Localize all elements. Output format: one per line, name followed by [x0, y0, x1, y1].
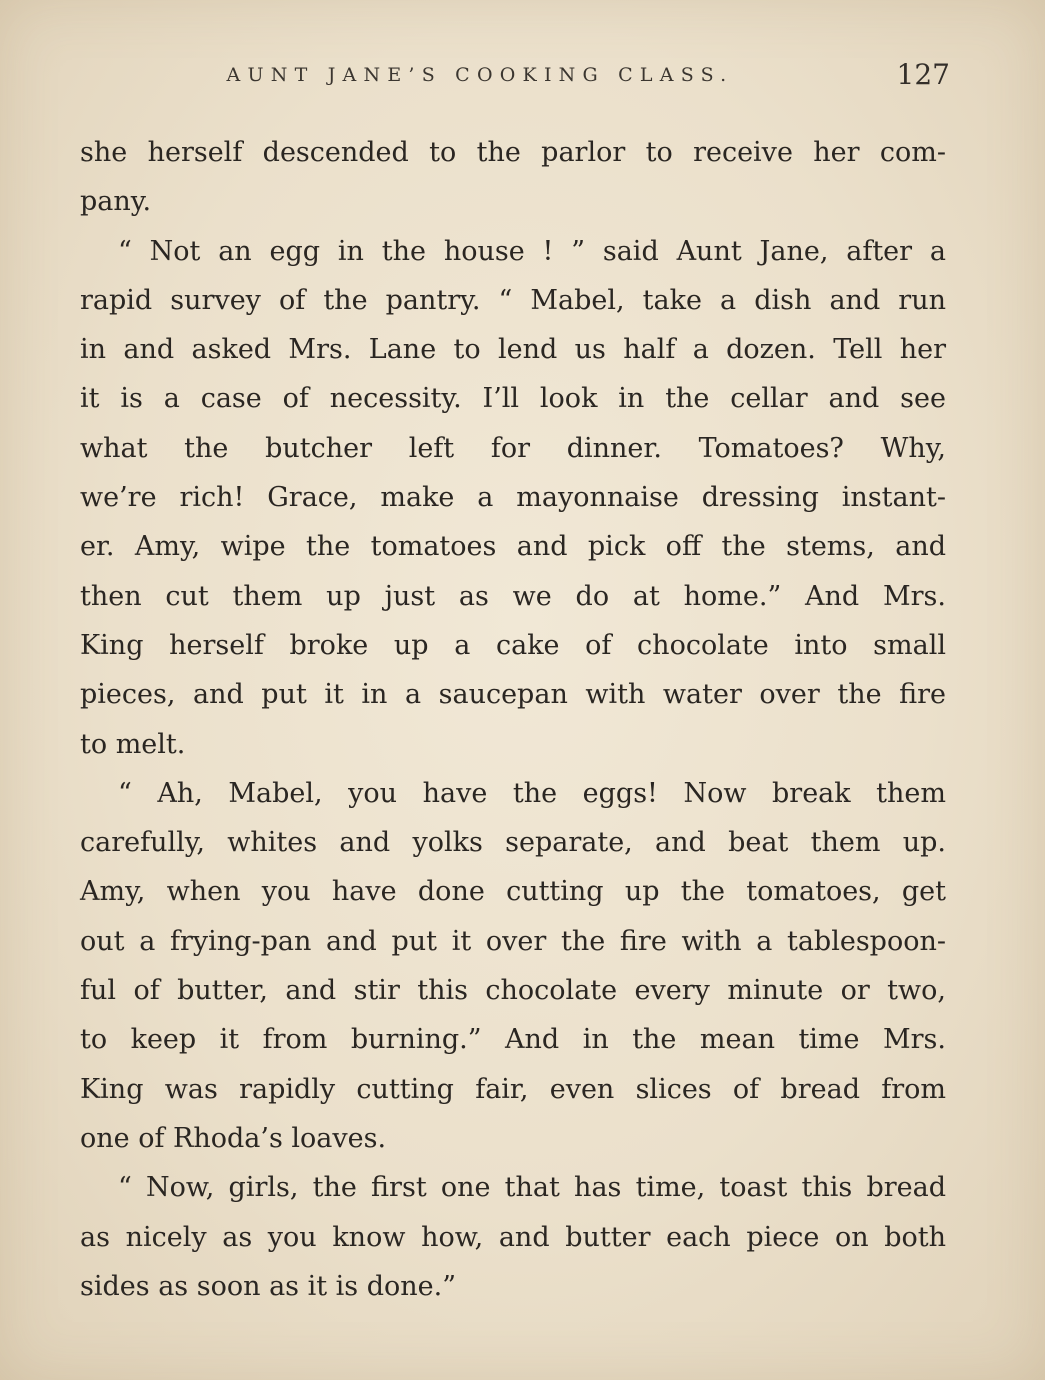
- text-line: carefully, whites and yolks separate, and beat them up.: [80, 827, 946, 859]
- text-line: then cut them up just as we do at home.” And Mrs.: [80, 580, 946, 612]
- text-line: “ Now, girls, the first one that has time, toast this bread: [118, 1172, 946, 1204]
- text-line: pany.: [80, 186, 152, 218]
- text-line: er. Amy, wipe the tomatoes and pick off the stems, and: [80, 531, 946, 563]
- text-line: “ Not an egg in the house ! ” said Aunt Jane, after a: [118, 235, 946, 267]
- text-line: out a frying-pan and put it over the fire with a tablespoon-: [80, 925, 946, 957]
- text-line: to keep it from burning.” And in the mean time Mrs.: [80, 1024, 946, 1056]
- text-line: it is a case of necessity. I’ll look in the cellar and see: [80, 383, 946, 415]
- text-line: King herself broke up a cake of chocolate into small: [80, 629, 946, 661]
- text-line: as nicely as you know how, and butter each piece on both: [80, 1221, 946, 1253]
- text-line: King was rapidly cutting fair, even slices of bread from: [80, 1073, 946, 1105]
- text-line: in and asked Mrs. Lane to lend us half a dozen. Tell her: [80, 334, 946, 366]
- text-line: rapid survey of the pantry. “ Mabel, take a dish and run: [80, 284, 946, 316]
- text-line: we’re rich! Grace, make a mayonnaise dressing instant-: [80, 482, 946, 514]
- body-text: [80, 128, 946, 1311]
- running-head: [80, 58, 950, 98]
- text-line: one of Rhoda’s loaves.: [80, 1122, 387, 1154]
- text-line: ful of butter, and stir this chocolate every minute or two,: [80, 975, 946, 1007]
- text-line: Amy, when you have done cutting up the tomatoes, get: [80, 876, 946, 908]
- text-line: pieces, and put it in a saucepan with water over the fire: [80, 679, 946, 711]
- running-title: AUNT JANE’S COOKING CLASS.: [226, 64, 734, 86]
- text-line: she herself descended to the parlor to receive her com-: [80, 137, 946, 168]
- text-line: what the butcher left for dinner. Tomatoes? Why,: [80, 432, 946, 464]
- text-line: sides as soon as it is done.”: [80, 1270, 457, 1302]
- text-line: to melt.: [80, 728, 186, 760]
- text-line: “ Ah, Mabel, you have the eggs! Now break them: [118, 777, 946, 809]
- page-number: 127: [896, 58, 950, 91]
